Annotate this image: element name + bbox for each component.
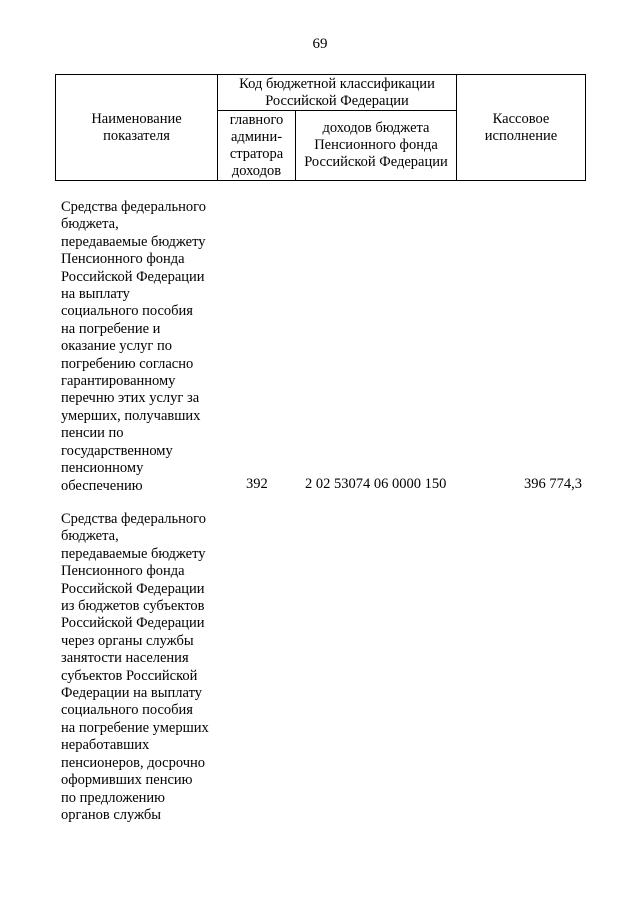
table-row-1-name: Средства федерального бюджета, передаваемые бюджету Пенсионного фонда Российской Федерации на выплату социального пособия на погребение и оказание услуг по погребению согласно гарантированному перечню этих услуг за умерших, получавших пенсии по государственному пенсионному обеспечению	[61, 199, 206, 494]
header-name: Наименование показателя	[91, 110, 182, 144]
page-number: 69	[312, 36, 328, 52]
table-header	[55, 74, 586, 181]
header-border-right	[585, 74, 586, 181]
table-row-2-name: Средства федерального бюджета, передаваемые бюджету Пенсионного фонда Российской Федерации из бюджетов субъектов Российской Федерации через органы службы занятости населения субъектов Российской Федерации на выплату социального пособия на погребение умерших неработавших пенсионеров, досрочно оформивших пенсию по предложению органов службы	[61, 511, 209, 823]
header-cash: Кассовое исполнение	[484, 110, 558, 144]
table-row-1-cash: 396 774,3	[524, 476, 582, 492]
header-admin: главного админи- стратора доходов	[229, 111, 284, 179]
header-code-group: Код бюджетной классификации Российской Федерации	[239, 75, 435, 109]
header-border-bottom	[55, 180, 586, 181]
table-row-1-admin-code: 392	[246, 476, 268, 492]
table-row-1-income-code: 2 02 53074 06 0000 150	[305, 476, 447, 492]
header-income: доходов бюджета Пенсионного фонда Российской Федерации	[304, 120, 448, 170]
